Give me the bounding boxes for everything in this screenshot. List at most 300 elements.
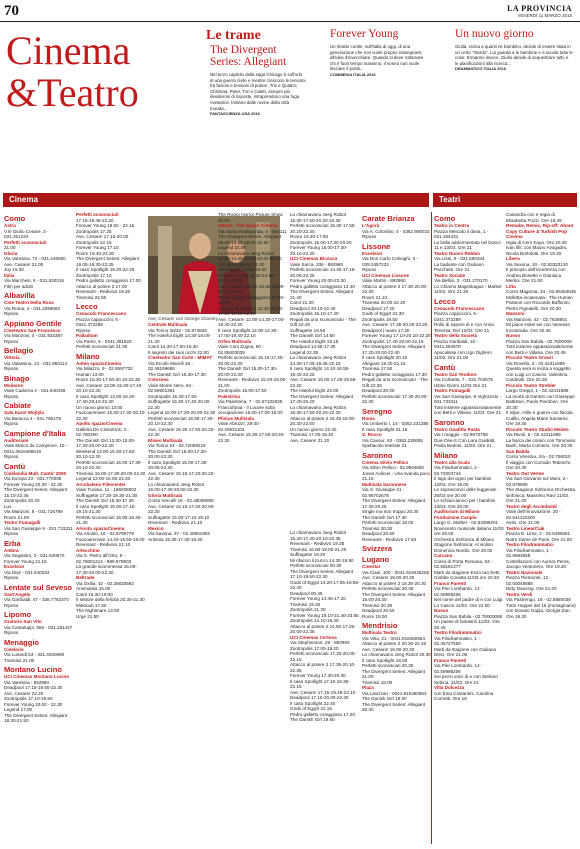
listing-row: Via Torino 64 - 02.72008219 — [148, 443, 206, 448]
venue-name: Sant'Angelo — [4, 591, 31, 597]
venue-name: Arlecchino — [76, 547, 100, 553]
listing-row: Via Diaz - 031.640234 — [4, 569, 50, 575]
listing-row: Mi rifaccio il trucco 14.30-19.50 — [290, 557, 354, 563]
listing-row: Room 15.30-17.50 — [290, 234, 329, 239]
listing-row: Via Pier Lombardo, 14 - 02.59995206 — [434, 586, 483, 597]
listing-row: Ave, Cesare! 18.00-20.30 — [362, 575, 415, 580]
city-heading: Como — [434, 214, 456, 223]
listing-row: Tiramisù 17.50 — [362, 366, 393, 371]
listing-row: Riposo — [4, 366, 19, 371]
city-heading: Albavilla — [4, 291, 35, 300]
listing-row: Deadpool 20.00 — [362, 388, 395, 393]
listing-row: Viale Coni Zugna, 50 - 02.89403039 — [218, 344, 264, 355]
listing-row: Via Ariosto, 16 - 02.8789779 — [76, 531, 134, 536]
listing-row: Mi piace Hotel sei con Vanessa Incontrada. Ore 20.45 — [506, 322, 570, 333]
venue-name: L'Agorà — [362, 223, 380, 228]
listing-row: Pedro galletto coraggioso 17.00 — [76, 278, 141, 283]
venue-name: Moderno — [4, 382, 24, 388]
venue-name: Libera — [506, 256, 520, 261]
listing-row: Corso Vercelli 18 - 02.48008908 — [148, 498, 214, 503]
listing-row: Joy 15.30 — [4, 267, 24, 272]
listing-row: Forever Young 20.00 - 22.30 — [4, 701, 63, 707]
listing-row: Via Cantaluppi, 556 - 031.281427 — [4, 624, 73, 630]
listing-row: Tutti insieme appassionatamente con Betti e Villana. 11/03. Ore 21 — [434, 404, 502, 415]
listing-row: 21.00 — [4, 245, 16, 250]
listing-column — [434, 212, 504, 702]
venue-name: Cine Teatro Della Rosa — [4, 300, 54, 305]
venue-name: Teatro degli Arcimboldi — [506, 503, 557, 509]
listing-row: Fuocoammare 15.30-17.30-20.10-22.30 — [76, 410, 146, 421]
venue-name: Piccolo Teatro Grassi — [506, 355, 553, 360]
listing-row: The Divergent Series: Allegiant 20.30 — [362, 701, 426, 712]
city-heading: Mendrisio — [362, 621, 398, 630]
listing-row: Via Filodrammatici, 1 - 02.8693659 — [506, 547, 552, 558]
plot-title: Un nuovo giorno — [455, 28, 534, 40]
listing-row: Deadpool 00.45 — [290, 590, 323, 596]
listing-row: Il viaggio con Corrado Tedeschi. Ore 20.30 — [506, 459, 572, 470]
listing-row: Zootropolis 15.10-17.40 — [290, 311, 339, 316]
listing-row: Ivan Illic con Mauro Avogadro, Nicola Bortolotti. Ore 19.30 — [506, 245, 568, 256]
listing-row: Rollo di sapore di e con Anna Tenenta. Del 12/03. Ore 21 — [434, 322, 494, 333]
listing-row: Riposo — [4, 531, 19, 536]
listing-row: Forever Young 14.45-17.20 — [290, 596, 346, 601]
listing-row: Il caso Spotlight 21.15 — [362, 426, 408, 432]
listing-row: Via San Giuseppe 9 - 031.733311 — [4, 525, 73, 531]
venue-name: Gloria Multisala — [148, 492, 183, 498]
plot-tag: COMMEDIA ITALIA 2016 — [330, 71, 376, 77]
listing-row: Antonia 15.30-17.30-19.30 — [148, 536, 203, 542]
listing-row: Il caso Spotlight 13.00-15.20-17.40-20.10-22.30 — [76, 393, 136, 404]
listing-row: Pedro galletto coraggioso 13.00-15.30 — [218, 294, 285, 305]
listing-row: Revenant - Redivivo 19.30 — [76, 289, 131, 294]
listing-row: Via Manzoni, 8 - 031.716799 — [4, 509, 63, 514]
listing-row: Forever Young 19.10-21.40-23.55 — [290, 612, 359, 618]
photo-caption: Ave, Cesare! con George Clooney — [148, 316, 218, 321]
listing-row: Ave, Cesare! 15.15-17.30-20.00-22.30 — [148, 503, 215, 514]
listing-row: Pedro galletto coraggioso 14.40 — [290, 283, 355, 289]
listing-row: The Divergent Series: Allegiant 19.05-19.30-22.35 — [76, 256, 140, 267]
listing-row: Aeris. Ore 21.00 — [506, 520, 540, 525]
listing-row: Deadpool 17.20 — [362, 305, 395, 311]
listing-row: Viale Tunisia, 11 - 199208002 — [76, 487, 137, 492]
listing-row: Lo schiaccianoci per i bambini 13/03. Ore 20.00 — [434, 498, 496, 509]
listing-row: V.le Giulio Cesare, 3 - 031.261234 — [4, 228, 49, 239]
listing-row: Revenant - Redivivo 21.10 — [76, 542, 131, 547]
listing-row: Via A. Colombo, 4 - 0362.900023 — [362, 228, 430, 234]
venue-name: Sala Karol Wojtyla — [4, 410, 44, 415]
listing-row: La badante con Giuliano Pacchetti. Ore 21 — [434, 261, 484, 272]
listing-row: Via Milazzo, 9 - 02.6597732 — [76, 366, 133, 371]
listing-row: Attacco al potere 2 15.45-18.00-20.30-22.50 — [290, 415, 356, 426]
listing-row: Via Cavour, 83 - 0362.230655 — [362, 437, 423, 443]
venue-name: Arcobaleno Filmcenter — [76, 481, 126, 487]
listing-row: Corso Venezia, 2/a - 02.798010 — [506, 454, 571, 459]
listing-row: Attacco al potere 2 14.50-17.25-20.00-22.35 — [290, 623, 356, 634]
listing-row: Regali da uno sconosciuto - The Gift 22.30 — [362, 377, 428, 388]
listing-row: Jones Aulinus - Una svanita poco 21.15 — [362, 470, 430, 481]
listing-row: Il caso Spotlight 20.10 — [362, 355, 408, 360]
listing-row: The Hateful Eight 22.00 — [290, 388, 339, 393]
listing-row: The Danish Girl 15.00-17.30-20.00-22.30 — [148, 448, 208, 459]
venue-name: Teatro Filodrammatici — [506, 542, 554, 547]
venue-name: Auditorium di Milano Fondazione Cariplo — [434, 509, 480, 520]
listing-row: The Nightmare 13.00 — [76, 608, 120, 613]
listing-row: Via Oxilia, 10 - 02.26820592 — [76, 580, 134, 586]
listing-row: Il caso Spotlight 15.00-17.35-20.05-22.30 — [148, 459, 208, 470]
listing-row: Ave, Cesare! 22.25 — [4, 690, 44, 696]
listing-row: Urge 21.50 — [76, 613, 99, 619]
section-title-line1: Cinema — [6, 28, 131, 73]
listing-row: Forever Young 17.10-20.10-22.20 — [362, 333, 431, 338]
listing-row: Il caso Spotlight 22.40 — [290, 700, 336, 706]
listing-row: Lo Chiamo Mageskagus - Marker 11/03. Ore 21.30 — [434, 283, 502, 294]
listing-row: Via Ciani, 100 - 0041.919426255 — [362, 569, 430, 575]
venue-name: Apollo spazioCinema — [76, 421, 123, 426]
listing-row: Suffragette 15.00-17.10-19.10 — [148, 514, 210, 520]
listing-row: Via Savona, 57 - 02.48951802 — [148, 531, 210, 536]
listing-row: Il principio dell'incertezza con Andrea Bonetto e Gianluca Merlini. Ore 21.00 — [506, 267, 566, 283]
listing-row: Due-Ose-S Con Lara Guidetti, Paola Bedoni, 11/03. Ore 21 — [434, 437, 496, 448]
listing-row: Via Lissi, 9 - 031.590344 — [434, 256, 485, 261]
listing-row: Via Manzoni, 42 - 02.7636901 — [506, 316, 568, 322]
listing-row: Questa sera si recita a soggetto con Luigi Lo Cascio, Valentina Cardinali. Ore 20.30 — [506, 366, 571, 382]
listing-row: Riposo — [4, 575, 19, 580]
listing-row: Zootropolis 15.00-17.50 — [218, 388, 267, 393]
listing-row: Apocalisse con Ugo Dighero 11/03. Ore 21.00 — [434, 349, 492, 360]
venue-name: Mexico — [148, 525, 164, 531]
listing-row: The Divergent Series: Allegiant 21.40 — [290, 289, 354, 300]
listing-row: Viale Martiri - 892960 — [362, 278, 406, 283]
venue-name: Teatro in Centro — [434, 223, 470, 228]
venue-name: Piccolo Teatro Studio Melato — [506, 426, 569, 432]
listing-row: Un nuovo giorno 22.40 — [290, 426, 337, 432]
listing-row: The Divergent Series: Allegiant 18.00-20.30 — [362, 591, 426, 602]
venue-name: UCI Cinemas Montano Lucino — [4, 674, 70, 679]
venue-name: S. Rocco — [362, 432, 382, 437]
venue-name: Teatro Sociale — [434, 272, 466, 278]
venue-name: Multisala Saronnese — [362, 481, 407, 487]
listing-row: Ave, Cesare! 15.00-17.25-19.55-22.20 — [290, 377, 357, 388]
venue-name: Teatro Nuovo Rebbio — [434, 250, 481, 256]
venue-name: Teatro della Società — [434, 333, 478, 338]
listing-row: Attacco al potere 2 17.00 — [76, 283, 128, 289]
listing-row: Zootropolis 17.25 — [76, 228, 112, 234]
listing-row: The Hateful Eight 14.30-18.00-21.30 — [148, 333, 211, 344]
venue-name: Manzoni — [506, 311, 525, 316]
listing-row: Ave, Cesare! 15.30-17.50-20.20-22.30 — [148, 426, 215, 437]
teatri-section-bar: Teatri — [433, 193, 577, 207]
listing-row: The Divergent Series: Allegiant 17.40-20.20 — [290, 393, 354, 404]
venue-name: Astra — [4, 223, 16, 228]
listing-row: Legend 17.00 — [4, 707, 33, 712]
listing-row: Via Valassina, 13 - 031.950114 — [4, 360, 68, 366]
listing-row: Via Bellini, 3 - 031.270170 — [434, 278, 488, 283]
listing-row: The Divergent Series: Allegiant 15.10-22.45 — [4, 487, 68, 498]
city-heading: Erba — [4, 538, 21, 548]
venue-name: Perfetti sconosciuti — [4, 239, 47, 245]
venue-name: Centrale Multisala — [148, 322, 188, 327]
listing-row: Riposo — [4, 338, 19, 344]
listing-row: Revenant - Redivivo 17.50 — [362, 536, 417, 542]
listing-row: Riposo — [4, 421, 19, 426]
venue-name: Nuovo — [506, 333, 521, 338]
listing-row: The Danish Girl 18.00 — [362, 696, 407, 701]
listing-row: Attacco al potere 2 20.30-22.45 — [362, 641, 427, 646]
listing-row: The Divergent Series: Allegiant 15.20-16.35-19.20-22.30 — [218, 234, 282, 245]
listing-row: Carol 14.30-17.00-19.30 — [148, 344, 198, 349]
listing-row: Deadpool 20.50 — [362, 608, 395, 613]
listing-row: Tiramisù 19.30 — [290, 601, 321, 607]
listing-row: Via Varesina - 892960 — [4, 679, 50, 685]
listing-row: Forever Young 17.15 — [76, 245, 119, 250]
listing-row: Il caso Spotlight 17.10-19.30-22.15 — [290, 678, 350, 689]
venue-name: Palestrina — [218, 393, 240, 399]
listing-row: Zootropolis 19.50 — [362, 316, 398, 322]
listing-row: Via Don Carlo Colnaghi, 3 - 039.2457233 — [362, 256, 418, 267]
venue-name: Franco Parenti — [434, 657, 467, 663]
listing-row: Forever Young 20.00-22.30 — [290, 278, 346, 283]
listing-row: Forever Young 17.30-20.30 — [290, 673, 346, 678]
listing-row: Perfetti sconosciuti 15.00-19.40-21.30 — [76, 514, 142, 525]
listing-row: Via Stephenson, 29 - 892960 — [290, 640, 350, 645]
venue-name: UCI Cinemas Bicocca — [290, 256, 338, 261]
venue-name: Teatro Out Verme — [506, 470, 544, 476]
listing-row: La bella addormentata nel bosco 11 e 13/03. Ore 21 — [434, 239, 501, 250]
listing-row: Lo chiamavano Jeeg Robot 15.30-17.40-20.10-22.35 — [290, 530, 346, 541]
listing-row: Suffragette 16.50 — [290, 327, 326, 333]
plot-text: Un ritratto corale, sull'Italia di oggi, di una generazione che non vuole proprio rassegnarsi all'idea d'invecchiare. Quando si deve rottamare chi è fuori tempo massimo, il nonno non vuole lasciare il posto... — [330, 44, 424, 72]
venue-name: Colosseo — [148, 377, 169, 382]
listing-row: Via Lavizzari - 0041.916460654 — [362, 690, 427, 696]
venue-name: Excelsior — [362, 250, 383, 256]
listing-row: Tiramisù 20.00-22.20 — [362, 300, 406, 305]
listing-row: Il caso Spotlight 19.20-22.25 — [76, 267, 135, 272]
listing-row: Perfetti sconosciuti 20.30 — [362, 663, 414, 668]
listing-row: Perfetti sconosciuti 15.00-17.30-20.10-22.30 — [148, 415, 214, 426]
venue-name: UCI Cinemas Certosa — [290, 634, 337, 640]
listing-row: Carol 16.30-19.00 — [76, 591, 113, 597]
section-title-line2: &Teatro — [6, 70, 139, 115]
plot-tag: DRAMMATICO ITALIA 2016 — [455, 66, 507, 72]
listing-row: Fuocoammare 14.40-16.50-19.00 — [76, 536, 145, 542]
listing-row: Via Vela, 21 - 0041.916460654 — [362, 635, 426, 641]
listing-column — [290, 212, 360, 443]
listing-row: Perfetti sconosciuti 20.30 — [362, 586, 414, 591]
venue-name: Teatro Filodrammatici — [434, 630, 482, 635]
listing-row: The Danish Girl 17.30 — [362, 514, 407, 520]
listing-row: Zootropolis 13.50-16.30 — [218, 267, 267, 272]
listing-row: The Stagione Sinfonica Orchestra sinfonica. Massimo Ravi 11/03. Ore 21.00 — [506, 487, 575, 503]
listing-row: Via Pier Lombardo, 14 - 02.59995206 — [434, 663, 483, 674]
listing-row: Ave, Cesare! 18.00-20.30 — [362, 646, 415, 652]
listing-row: Spettacolo teatrale 21 — [362, 443, 407, 448]
listing-row: Tiramisù 16.50-19.00-21.20 — [290, 546, 347, 552]
listing-row: Room 18.00 — [362, 613, 388, 619]
venue-name: Oratorio San Vito — [4, 619, 42, 624]
listing-row: Francofonia - Il Louvre sotto occupazione 15.00-17.00-19.00 — [218, 404, 283, 415]
listing-row: Ave, Cesare! 21.00 — [4, 261, 44, 267]
listing-row: Riposo — [4, 311, 19, 316]
listing-row: Riposo — [362, 234, 377, 239]
listing-row: Tiramisù 20.30 — [362, 602, 393, 608]
venue-name: Remake, Remix, Rip-off: About Copy Culture & Turkish Pop Cinema — [506, 223, 574, 239]
listing-row: Tutti insieme appassionatamente con Betti e Villana. Ore 20.45 — [506, 344, 574, 355]
listing-row: Via Savona, 10 - 02.83323120 — [506, 261, 568, 267]
listing-row: Via Roma, 4 - 031.3359082 — [4, 305, 61, 311]
listing-row: Viale Sarca, 336 - 892960 — [290, 261, 344, 267]
listing-row: Forever Young 15.00-17.30-20.10-22.30 — [290, 245, 348, 256]
listing-row: Carol 21.30 — [290, 300, 314, 305]
listing-row: The Divergent Series: Allegiant 17.30-20.25 — [362, 498, 426, 509]
listing-row: Via Corbetta, 7 - 031.702575 — [434, 377, 493, 382]
venue-name: Cinelario — [4, 646, 24, 652]
listing-row: Il segreto dei suoi occhi 22.00 — [148, 349, 209, 355]
listing-row: Deadpool 17.15-19.50-22.30 — [4, 685, 63, 690]
listing-row: Deadpool 14.55-17.30 — [290, 344, 336, 349]
listing-row: Notre Dame de Paris. Ore 21.00 — [506, 536, 572, 542]
plot-text: Nel terzo capitolo della saga Chicago è sull'orlo di una guerra civile e mentre crescono le tensioni fra fazioni e tensioni di potere, Tris e Quattro, Christina, Peter, Tori e Caleb, sempre più desiderosi di risposte, intraprendono una fuga rivelatrice, lontano dalle rovine della città murata... — [210, 72, 306, 111]
venue-name: Cenacolo Francescano — [76, 311, 127, 316]
listing-row: Zootropolis 22.15 — [76, 239, 112, 245]
listing-row: Gods of Egypt 22.15 — [290, 706, 332, 711]
city-heading: Cantù — [434, 362, 456, 372]
listing-row: Tiramisù 18.00 — [362, 679, 393, 685]
listing-row: Regali da uno sconosciuto - The Gift 22.45 — [290, 316, 356, 327]
listing-row: Largo G. Mahler - 02.83389201 — [434, 520, 499, 525]
listing-row: Revenant - Redivivo 15.00-18.00-21.00 — [218, 377, 287, 388]
city-heading: Lissone — [362, 241, 391, 251]
listing-row: Il settore della felicità 20.30-21.30 — [76, 597, 145, 602]
listing-row: Ave, Cesare! 13.00-15.30-17.40-20.10-22.30 — [76, 382, 143, 393]
listing-row: Zootropolis 14.10-16.40 — [290, 618, 339, 623]
listing-row: Largo Greppi, 1 - 02.42411889 — [506, 388, 569, 393]
listing-row: Weekend 13.00-15.30-17.50-20.10-22.30 — [76, 448, 136, 459]
venue-name: Cineteatro San Carlo - MIMAT — [148, 355, 213, 360]
plot-title: Forever Young — [330, 28, 399, 40]
listing-row: Un nuovo giorno 21.00 — [218, 261, 265, 267]
listing-row: The Danish Girl 14.50 — [290, 333, 335, 338]
listing-column — [362, 212, 432, 713]
listing-row: Viale Marco da Campione, 10 - 0041.0916496018 — [4, 443, 68, 454]
listing-row: Room 19.40-22.30 — [76, 250, 115, 256]
listing-row: Il lago del cigno per bambini 12/03. Ore 15.00 — [434, 476, 492, 487]
listing-row: Riposo — [4, 630, 19, 635]
listing-row: Via Pastrengo, 16 - 02.6880038 — [506, 597, 571, 602]
venue-name: Ariosto spazioCinema — [76, 525, 125, 531]
listing-row: The Divergent Series: Allegiant 17.20-20.00-22.40 — [362, 344, 426, 355]
listing-row: 17.15-19.45-22.20 — [76, 217, 114, 223]
listing-row: Gods of Egypt 14.20-17.05-19.55-22.40 — [290, 579, 360, 590]
listing-row: Il caso Spotlight 15.00-17.15-19.15-21.30 — [76, 503, 136, 514]
listing-row: Via I maggio - 02.9670758 — [434, 432, 488, 437]
listing-row: Stagione Sinfonica: Al violino Domenica Nordio. Ore 20.00 — [434, 542, 493, 553]
listing-row: con Enia Costantini, Carolina Cornetti. Ore 19 — [434, 690, 494, 701]
listing-row: Via Parini, 6 - 0341.381523 — [76, 338, 132, 344]
listing-row: La barca dei comici con Tommaso Banfi, Marta Comerio. Ore 20.30 — [506, 437, 576, 448]
listing-row: Via S. Giuseppe 21 - 02.96702678 — [362, 487, 405, 498]
city-heading: Milano — [76, 351, 100, 361]
venue-name: San Babila — [506, 448, 530, 454]
city-heading: Campione d'Italia — [4, 428, 66, 438]
city-heading: Milano — [434, 450, 458, 460]
city-heading: Como — [4, 214, 26, 223]
listing-row: Allegiant 19.30-22.15 — [362, 360, 406, 366]
venue-name: Teatro Giuditta Pasta — [434, 426, 480, 432]
listing-row: Via Europa 23 - 031.770035 — [4, 476, 62, 481]
listing-row: Attacco al potere 2 12.20-14.50-17.20-19.50-22.20 — [218, 305, 284, 316]
city-heading: Montano Lucino — [4, 665, 62, 674]
listing-row: Ave, Cesare! 21.20 — [290, 437, 330, 443]
listing-row: Zootropolis 17.00-19.20 — [290, 645, 339, 651]
listing-row: Perfetti sconosciuti 15.30-17.50-20.20-22.30 — [290, 223, 356, 234]
venue-name: Italia — [4, 272, 15, 278]
listing-row: Sei pezzi unici di e con Stefano Sebina. 11/03. Ore 21 — [434, 674, 498, 685]
listing-row: Ave, Cesare! 17.15-19.45-22.10 — [290, 689, 356, 695]
city-heading: Bellagio — [4, 346, 34, 355]
listing-row: The Divergent Series: Allegiant 17.10-19.50-22.30 — [290, 568, 354, 579]
column-divider — [431, 212, 432, 844]
venue-name: Anteo spazioCinema — [76, 360, 122, 366]
listing-row: Riposo — [4, 454, 19, 459]
listing-row: La grande scommessa 15.00-17.30-20.00-22.30 — [76, 564, 137, 575]
listing-row: Suffragette 17.30-19.30-21.30 — [76, 492, 138, 498]
listing-row: Perfetti sconosciuti 00.30 — [290, 563, 342, 568]
listing-row: Single ma non troppo 20.30 — [362, 509, 419, 514]
listing-row: Novecento musicale italiano 11/03 ore 20.00 — [434, 525, 504, 536]
listing-row: Perfetti sconosciuti 17.30-20.00-22.30 — [362, 393, 428, 404]
listing-row: Il tolpe, mille e guerra con Nicola Cutillo, Angela Marie Santarini. Ore 19.30 — [506, 410, 573, 426]
listing-row: The Hateful Eight 19.15 — [290, 338, 339, 344]
listing-row: Room 21.10 — [362, 294, 388, 300]
venue-name: Gloria — [4, 250, 18, 256]
listing-row: Via Marchesi, 6 - 031.530316 — [4, 278, 64, 283]
venue-name: Vittoria — [4, 355, 20, 360]
listing-row: Film per adulti — [4, 283, 33, 289]
city-heading: Binago — [4, 373, 30, 383]
venue-name: Litta — [506, 283, 516, 289]
listing-row: Zootropolis 15.00-17.30-20.00 — [290, 239, 352, 245]
listing-column — [76, 212, 146, 619]
listing-row: Ave, Cesare! 12.00-14.30-17.00-19.40-22.20 — [218, 316, 285, 327]
plots-label: Le trame — [206, 28, 261, 43]
listing-row: Mektoub 17.30 — [76, 602, 107, 608]
plot-forever-young — [330, 28, 426, 78]
city-heading: Saronno — [362, 450, 393, 460]
listing-row: The Danish Girl 13.00-15.00-17.30-20.00-22.30 — [76, 437, 136, 448]
listing-row: Corso di Porta Romana, 63 - 02.55181377 — [434, 558, 493, 569]
listing-row: Lo chiamavano Jeeg Robot 20.30 — [362, 652, 431, 657]
listing-row: Piazza Garibaldi, 10 - 0341.284870 — [434, 338, 478, 349]
listing-row: Pedro galletto coraggioso 17.20 — [290, 711, 355, 717]
listing-row: Forever Young 12.30-14.50-17.10-19.30 — [218, 272, 276, 283]
venue-name: Multisala Teatro — [362, 630, 397, 635]
listing-row: Riposo — [4, 393, 19, 399]
listing-row: Anomalisa 15.00 — [76, 586, 111, 591]
listing-row: Gods of Egypt 22.30 — [362, 311, 404, 316]
listing-row: Orchestra Sinfonica di Milano — [434, 536, 495, 542]
listing-column — [290, 530, 360, 723]
listing-row: Attacco al potere 2 17.35-20.10-22.35 — [290, 662, 356, 673]
venue-name: Teatro Nazionale — [506, 569, 543, 575]
listing-row: Tiramisù 17.00-19.40 — [290, 432, 334, 437]
listing-row: The Divergent Series: Allegiant 21.00 — [362, 668, 426, 679]
listing-row: Zootropolis 15.30-17.50 — [148, 393, 197, 399]
listing-row: Via Filodrammatici, 2 - 02.72003744 — [434, 465, 480, 476]
listing-row: Il caso Spotlight 14.10-16.55-19.40-22.25 — [290, 366, 350, 377]
venue-name: Piccolo Teatro Strehler — [506, 382, 556, 388]
venue-name: Teatro LinearCiak — [506, 525, 545, 531]
listing-row: Le sopracomici delle leggende - 20/03 ore 20.00 — [434, 487, 499, 498]
